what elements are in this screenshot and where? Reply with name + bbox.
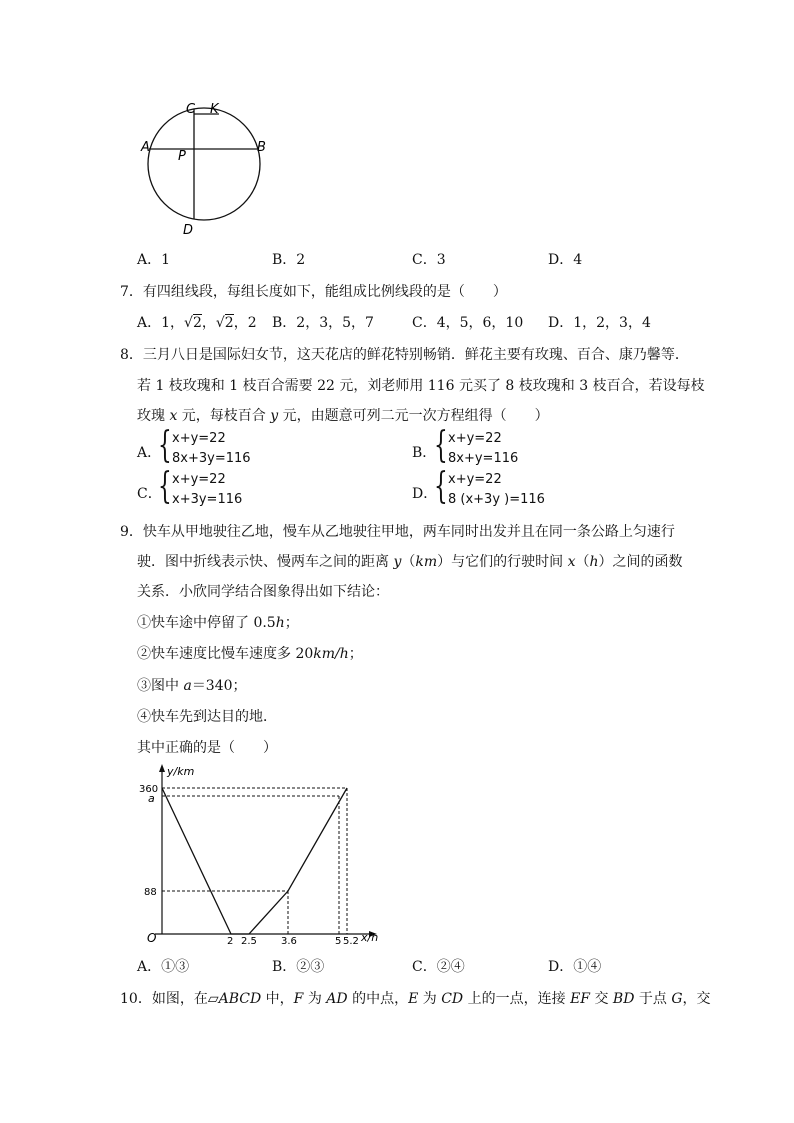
circle-figure <box>138 100 278 240</box>
q9-l2-post: ）之间的函数 <box>598 554 683 570</box>
c3-pre: ③图中 <box>137 678 184 694</box>
q10-ad: AD <box>326 991 348 1007</box>
q9-var-x: x <box>567 554 576 570</box>
c2-pre: ②快车速度比慢车速度多 20 <box>137 646 314 662</box>
q7-option-a[interactable] <box>137 312 257 332</box>
q7-a-prefix: A．1， <box>137 315 185 331</box>
brace-d: { <box>434 466 448 507</box>
q8-line3-post: 元，由题意可列二元一次方程组得（ ） <box>278 408 549 424</box>
q9-line2 <box>137 551 683 571</box>
q8-d-label: D． <box>412 486 438 502</box>
brace-a: { <box>158 425 172 466</box>
q7-stem: 7．有四组线段，每组长度如下，能组成比例线段的是（ ） <box>120 284 507 300</box>
label-a: A <box>141 140 150 155</box>
label-b: B <box>257 140 266 155</box>
c2-post: ； <box>348 646 363 662</box>
x-tick-2: 2 <box>227 936 234 947</box>
q8-a-eq2: 8x+3y=116 <box>172 451 251 466</box>
q8-line3-mid: 元，每枝百合 <box>177 408 271 424</box>
q9-l2-p1: （ <box>401 554 416 570</box>
x-tick-5: 5 <box>335 936 342 947</box>
q7-option-b[interactable]: B．2，3，5，7 <box>272 315 374 331</box>
q8-c-eq2: x+3y=116 <box>172 492 243 507</box>
q8-line3 <box>137 405 549 425</box>
q9-option-c[interactable]: C．②④ <box>412 959 465 975</box>
q10-t3: 的中点， <box>347 991 409 1007</box>
q6-option-b[interactable]: B．2 <box>272 252 306 268</box>
q10-line1 <box>120 988 711 1008</box>
x-tick-36: 3.6 <box>281 936 297 947</box>
q10-pre: 10．如图，在▱ <box>120 991 219 1007</box>
q10-cd: CD <box>441 991 464 1007</box>
q8-b-eq1: x+y=22 <box>448 431 502 446</box>
q8-a-eq1: x+y=22 <box>172 431 226 446</box>
q6-option-a[interactable]: A．1 <box>137 252 171 268</box>
q9-ask: 其中正确的是（ ） <box>137 740 277 756</box>
x-tick-52: 5.2 <box>343 936 359 947</box>
q10-t5: 上的一点，连接 <box>463 991 571 1007</box>
q9-conclusion-1 <box>137 612 299 632</box>
q8-c-system <box>172 470 242 510</box>
q10-abcd: ABCD <box>218 991 262 1007</box>
circle <box>148 108 260 220</box>
x-axis-label: x/h <box>361 931 379 944</box>
q10-bd: BD <box>612 991 635 1007</box>
q9-l2-mid: ）与它们的行驶时间 <box>437 554 568 570</box>
c1-unit: h <box>275 615 285 631</box>
distance-polyline <box>162 788 347 934</box>
c3-post: ＝340； <box>191 678 247 694</box>
q10-t1: 中， <box>261 991 294 1007</box>
q8-line1: 8．三月八日是国际妇女节，这天花店的鲜花特别畅销．鲜花主要有玫瑰、百合、康乃馨等． <box>120 347 689 363</box>
distance-time-graph <box>135 763 385 948</box>
q6-option-d[interactable]: D．4 <box>548 252 583 268</box>
label-d: D <box>183 223 194 238</box>
y-axis-label: y/km <box>167 765 195 778</box>
sqrt-radicand-2: 2 <box>224 315 234 331</box>
q8-line3-pre: 玫瑰 <box>137 408 170 424</box>
var-y: y <box>270 408 279 424</box>
q9-option-a[interactable]: A．①③ <box>137 959 190 975</box>
var-x: x <box>169 408 178 424</box>
q10-t8: ，交 <box>682 991 711 1007</box>
q8-a-label: A． <box>137 445 162 461</box>
label-p: P <box>178 149 186 164</box>
q9-l2-pre: 驶．图中折线表示快、慢两车之间的距离 <box>137 554 394 570</box>
q9-unit-km: km <box>415 554 438 570</box>
sqrt-radicand: 2 <box>192 315 202 331</box>
q8-a-system <box>172 429 251 469</box>
q8-c-label: C． <box>137 486 162 502</box>
q8-c-eq1: x+y=22 <box>172 472 226 487</box>
q10-ef: EF <box>570 991 590 1007</box>
brace-c: { <box>158 466 172 507</box>
x-tick-25: 2.5 <box>241 936 257 947</box>
q9-option-d[interactable]: D．①④ <box>548 959 602 975</box>
q8-d-system <box>448 470 545 510</box>
y-tick-88: 88 <box>144 887 157 898</box>
y-tick-360: 360 <box>139 784 159 795</box>
origin-label: O <box>147 931 157 945</box>
y-axis-arrow <box>159 764 165 772</box>
sqrt-symbol: √ <box>184 315 193 331</box>
q10-e: E <box>408 991 419 1007</box>
c3-a: a <box>183 678 192 694</box>
q10-t4: 为 <box>418 991 442 1007</box>
c1-post: ； <box>284 615 299 631</box>
q9-option-b[interactable]: B．②③ <box>272 959 325 975</box>
q7-option-c[interactable]: C．4，5，6，10 <box>412 315 524 331</box>
q8-b-system <box>448 429 518 469</box>
y-tick-a: a <box>148 792 155 805</box>
q9-line1: 9．快车从甲地驶往乙地，慢车从乙地驶往甲地，两车同时出发并且在同一条公路上匀速行 <box>120 524 675 540</box>
c2-unit: km/h <box>313 646 349 662</box>
q8-d-eq2: 8 (x+3y )=116 <box>448 492 545 507</box>
label-k: K <box>210 102 219 117</box>
sqrt-symbol-2: √ <box>215 315 225 331</box>
q10-t6: 交 <box>590 991 613 1007</box>
q9-unit-h: h <box>589 554 599 570</box>
q6-option-c[interactable]: C．3 <box>412 252 446 268</box>
q8-b-eq2: 8x+y=116 <box>448 451 519 466</box>
q8-b-label: B． <box>412 445 437 461</box>
q9-conclusion-3 <box>137 675 247 695</box>
q9-line3: 关系．小欣同学结合图象得出如下结论： <box>137 584 389 600</box>
q10-g: G <box>671 991 683 1007</box>
q10-t2: 为 <box>303 991 327 1007</box>
q7-a-mid: ， <box>201 315 216 331</box>
c1-pre: ①快车途中停留了 0.5 <box>137 615 276 631</box>
q10-t7: 于点 <box>634 991 672 1007</box>
brace-b: { <box>434 425 448 466</box>
q9-conclusion-4: ④快车先到达目的地． <box>137 709 277 725</box>
q8-line2: 若 1 枝玫瑰和 1 枝百合需要 22 元，刘老师用 116 元买了 8 枝玫瑰和 3 枝百合，若设每枝 <box>137 378 705 394</box>
q10-f: F <box>293 991 304 1007</box>
q8-d-eq1: x+y=22 <box>448 472 502 487</box>
q7-option-d[interactable]: D．1，2，3，4 <box>548 315 651 331</box>
q7-a-suffix: ，2 <box>233 315 257 331</box>
label-c: C <box>186 102 196 117</box>
q9-l2-p2: （ <box>575 554 590 570</box>
q9-conclusion-2 <box>137 643 363 663</box>
q9-var-y: y <box>393 554 402 570</box>
